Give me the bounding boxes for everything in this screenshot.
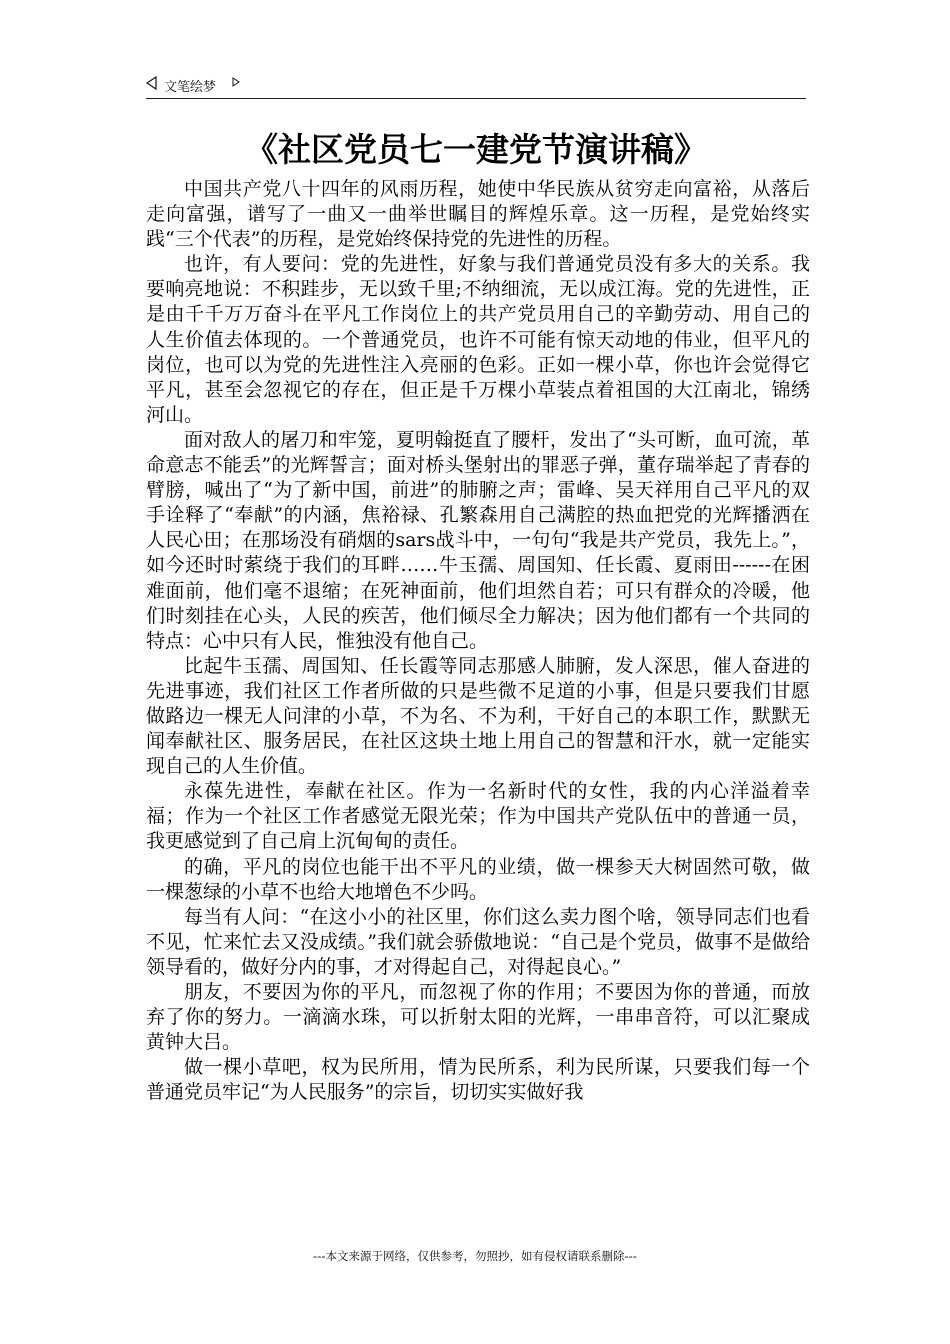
paragraph: 面对敌人的屠刀和牢笼，夏明翰挺直了腰杆，发出了“头可断，血可流，革命意志不能丢”的光辉誓言；面对桥头堡射出的罪恶子弹，董存瑞举起了青春的臂膀，喊出了“为了新中国，前进”的肺腑之声；雷峰、吴天祥用自己平凡的双手诠释了“奉献”的内涵，焦裕禄、孔繁森用自己满腔的热血把党的光辉播洒在人民心田；在那场没有硝烟的sars战斗中，一句句“我是共产党员，我先上。”，如今还时时萦绕于我们的耳畔……牛玉孺、周国知、任长霞、夏雨田------在困难面前，他们毫不退缩；在死神面前，他们坦然自若；可只有群众的冷暖，他们时刻挂在心头，人民的疾苦，他们倾尽全力解决；因为他们都有一个共同的特点：心中只有人民，惟独没有他自己。	[146, 428, 810, 652]
paragraph: 比起牛玉孺、周国知、任长霞等同志那感人肺腑，发人深思，催人奋进的先进事迹，我们社区工作者所做的只是些微不足道的小事，但是只要我们甘愿做路边一棵无人问津的小草，不为名、不为利，干好自己的本职工作，默默无闻奉献社区、服务居民，在社区这块土地上用自己的智慧和汗水，就一定能实现自己的人生价值。	[146, 654, 810, 778]
triangle-right-icon	[232, 77, 240, 87]
paragraph: 朋友，不要因为你的平凡，而忽视了你的作用；不要因为你的普通，而放弃了你的努力。一滴滴水珠，可以折射太阳的光辉，一串串音符，可以汇聚成黄钟大吕。	[146, 981, 810, 1054]
document-body	[146, 177, 810, 1105]
triangle-left-icon	[146, 76, 157, 90]
paragraph: 中国共产党八十四年的风雨历程，她使中华民族从贫穷走向富裕，从落后走向富强，谱写了一曲又一曲举世瞩目的辉煌乐章。这一历程，是党始终实践“三个代表”的历程，是党始终保持党的先进性的历程。	[146, 178, 810, 251]
header-brand: 文笔绘梦	[164, 80, 217, 95]
paragraph: 也许，有人要问：党的先进性，好象与我们普通党员没有多大的关系。我要响亮地说：不积跬步，无以致千里;不纳细流，无以成江海。党的先进性，正是由千千万万奋斗在平凡工作岗位上的共产党员用自己的辛勤劳动、用自己的人生价值去体现的。一个普通党员，也许不可能有惊天动地的伟业，但平凡的岗位，也可以为党的先进性注入亮丽的色彩。正如一棵小草，你也许会觉得它平凡，甚至会忽视它的存在，但正是千万棵小草装点着祖国的大江南北，锦绣河山。	[146, 253, 810, 426]
paragraph: 做一棵小草吧，权为民所用，情为民所系，利为民所谋，只要我们每一个普通党员牢记“为人民服务”的宗旨，切切实实做好我	[146, 1056, 810, 1104]
page-footer: ---本文来源于网络，仅供参考，勿照抄，如有侵权请联系删除---	[313, 1249, 637, 1263]
document-title: 《社区党员七一建党节演讲稿》	[245, 130, 707, 169]
paragraph: 的确，平凡的岗位也能干出不平凡的业绩，做一棵参天大树固然可敬，做一棵葱绿的小草不也给大地增色不少吗。	[146, 855, 810, 903]
page-header	[146, 72, 806, 99]
paragraph: 每当有人问：“在这小小的社区里，你们这么卖力图个啥，领导同志们也看不见，忙来忙去又没成绩。”我们就会骄傲地说：“自己是个党员，做事不是做给领导看的，做好分内的事，才对得起自己，对得起良心。”	[146, 905, 810, 978]
paragraph: 永葆先进性，奉献在社区。作为一名新时代的女性，我的内心洋溢着幸福；作为一个社区工作者感觉无限光荣；作为中国共产党队伍中的普通一员，我更感觉到了自己肩上沉甸甸的责任。	[146, 780, 810, 853]
